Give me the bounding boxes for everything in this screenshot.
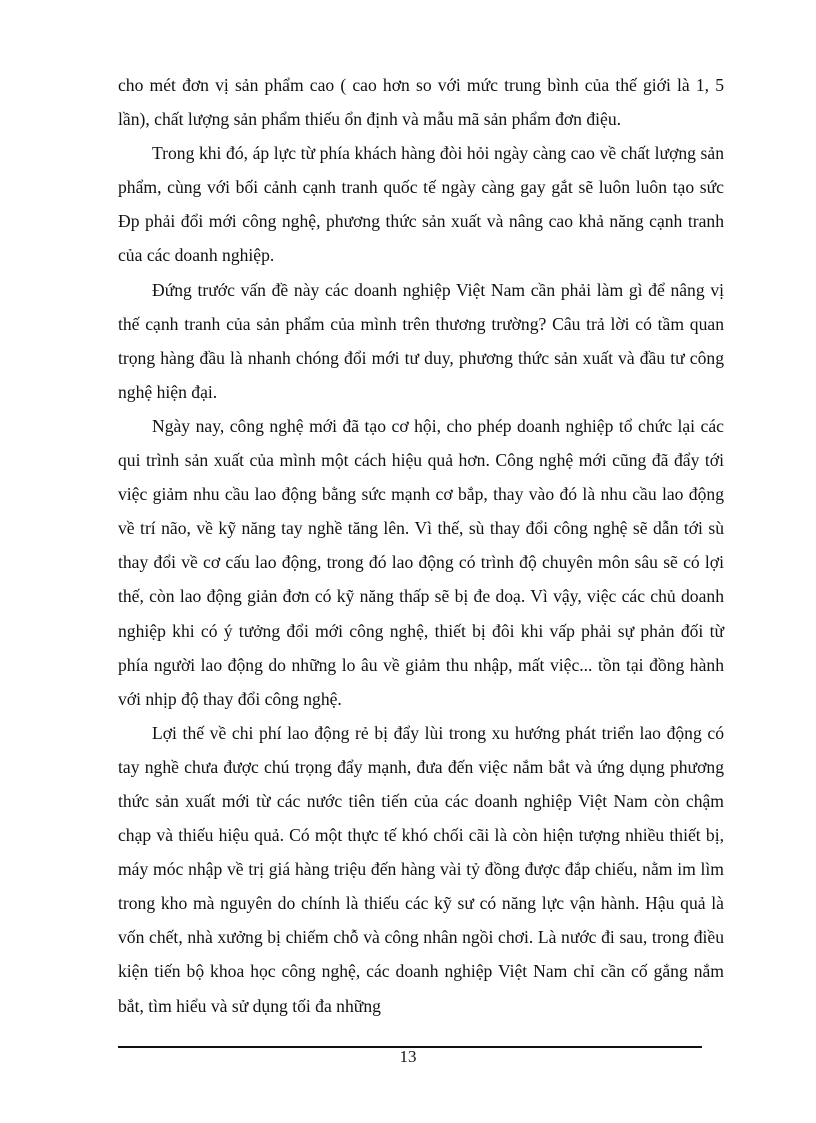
paragraph-continued: cho mét đơn vị sản phẩm cao ( cao hơn so với mức trung bình của thế giới là 1, 5 lần), chất lượng sản phẩm thiếu ổn định và mẫu mã sản phẩm đơn điệu.: [118, 75, 724, 130]
body-text: [118, 68, 724, 1023]
paragraph: Đứng trước vấn đề này các doanh nghiệp Việt Nam cần phải làm gì để nâng vị thế cạnh tranh của sản phẩm của mình trên thương trường? Câu trả lời có tầm quan trọng hàng đầu là nhanh chóng đổi mới tư duy, phương thức sản xuất và đầu tư công nghệ hiện đại.: [118, 279, 724, 402]
paragraph: Trong khi đó, áp lực từ phía khách hàng đòi hỏi ngày càng cao về chất lượng sản phẩm, cùng với bối cảnh cạnh tranh quốc tế ngày càng gay gắt sẽ luôn luôn tạo sức Đp phải đổi mới công nghệ, phương thức sản xuất và nâng cao khả năng cạnh tranh của các doanh nghiệp.: [118, 143, 724, 266]
page-number: 13: [399, 1047, 417, 1066]
paragraph: Ngày nay, công nghệ mới đã tạo cơ hội, cho phép doanh nghiệp tổ chức lại các qui trình sản xuất của mình một cách hiệu quả hơn. Công nghệ mới cũng đã đẩy tới việc giảm nhu cầu lao động bằng sức mạnh cơ bắp, thay vào đó là nhu cầu lao động về trí não, về kỹ năng tay nghề tăng lên. Vì thế, sù thay đổi công nghệ sẽ dẫn tới sù thay đổi về cơ cấu lao động, trong đó lao động có trình độ chuyên môn sâu sẽ có lợi thế, còn lao động giản đơn có kỹ năng thấp sẽ bị đe doạ. Vì vậy, việc các chủ doanh nghiệp khi có ý tưởng đổi mới công nghệ, thiết bị đôi khi vấp phải sự phản đối từ phía người lao động do những lo âu về giảm thu nhập, mất việc... tồn tại đồng hành với nhịp độ thay đổi công nghệ.: [118, 415, 724, 709]
paragraph: Lợi thế về chi phí lao động rẻ bị đẩy lùi trong xu hướng phát triển lao động có tay nghề chưa được chú trọng đẩy mạnh, đưa đến việc nắm bắt và ứng dụng phương thức sản xuất mới từ các nước tiên tiến của các doanh nghiệp Việt Nam còn chậm chạp và thiếu hiệu quả. Có một thực tế khó chối cãi là còn hiện tượng nhiều thiết bị, máy móc nhập về trị giá hàng triệu đến hàng vài tỷ đồng được đắp chiếu, nằm im lìm trong kho mà nguyên do chính là thiếu các kỹ sư có năng lực vận hành. Hậu quả là vốn chết, nhà xưởng bị chiếm chỗ và công nhân ngồi chơi. Là nước đi sau, trong điều kiện tiến bộ khoa học công nghệ, các doanh nghiệp Việt Nam chỉ cần cố gắng nắm bắt, tìm hiểu và sử dụng tối đa những: [118, 722, 724, 1016]
